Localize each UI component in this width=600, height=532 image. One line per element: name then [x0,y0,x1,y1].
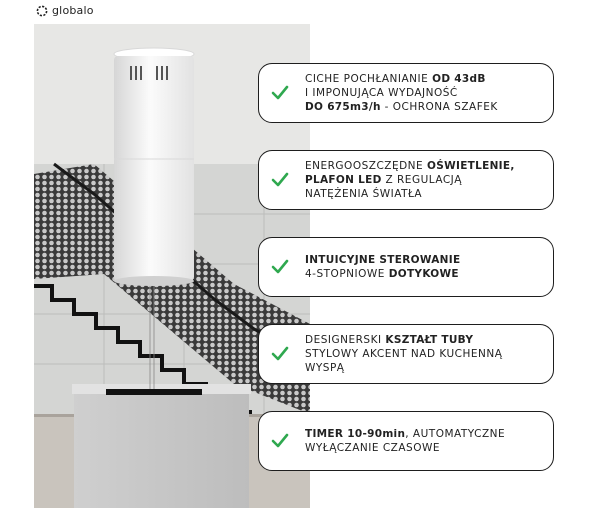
feature-line [305,441,505,455]
feature-card-control [258,237,554,297]
check-icon [269,256,291,278]
feature-highlight: OD 43dB [432,73,486,85]
feature-segment: CICHE POCHŁANIANIE [305,73,433,85]
feature-card-timer [258,411,554,471]
feature-line [305,361,502,375]
feature-segment: WYŁĄCZANIE CZASOWE [305,442,440,454]
feature-segment: STYLOWY AKCENT NAD KUCHENNĄ [305,348,503,360]
feature-segment: ENERGOOSZCZĘDNE [305,160,428,172]
feature-line [305,72,498,86]
feature-highlight: OŚWIETLENIE, [427,160,515,172]
feature-highlight: DO 675m3/h [305,101,381,113]
feature-text [305,427,505,455]
feature-line [305,159,515,173]
feature-segment: WYSPĄ [305,362,345,374]
feature-line [305,100,498,114]
feature-text [305,333,502,375]
feature-line [305,253,460,267]
feature-line [305,347,502,361]
feature-highlight: INTUICYJNE STEROWANIE [305,254,461,266]
feature-line [305,267,460,281]
check-icon [269,82,291,104]
check-icon [269,343,291,365]
feature-highlight: KSZTAŁT TUBY [385,334,474,346]
check-icon [269,430,291,452]
feature-highlight: DOTYKOWE [388,268,459,280]
feature-segment: - OCHRONA SZAFEK [380,101,498,113]
feature-text [305,253,460,281]
feature-text [305,72,498,114]
feature-segment: , AUTOMATYCZNE [405,428,506,440]
feature-card-design [258,324,554,384]
feature-line [305,333,502,347]
feature-segment: NATĘŻENIA ŚWIATŁA [305,188,423,200]
brand-logo [36,4,94,17]
feature-segment: I IMPONUJĄCA WYDAJNOŚĆ [305,87,458,99]
check-icon [269,169,291,191]
feature-text [305,159,515,201]
globalo-logo-icon [36,5,48,17]
feature-line [305,173,515,187]
feature-card-lighting [258,150,554,210]
feature-highlight: TIMER 10-90min [305,428,406,440]
feature-segment: 4-STOPNIOWE [305,268,389,280]
feature-line [305,86,498,100]
feature-segment: DESIGNERSKI [305,334,386,346]
feature-card-noise [258,63,554,123]
feature-line [305,187,515,201]
logo-text: globalo [52,4,94,17]
feature-highlight: PLAFON LED [305,174,382,186]
feature-segment: Z REGULACJĄ [381,174,462,186]
feature-line [305,427,505,441]
